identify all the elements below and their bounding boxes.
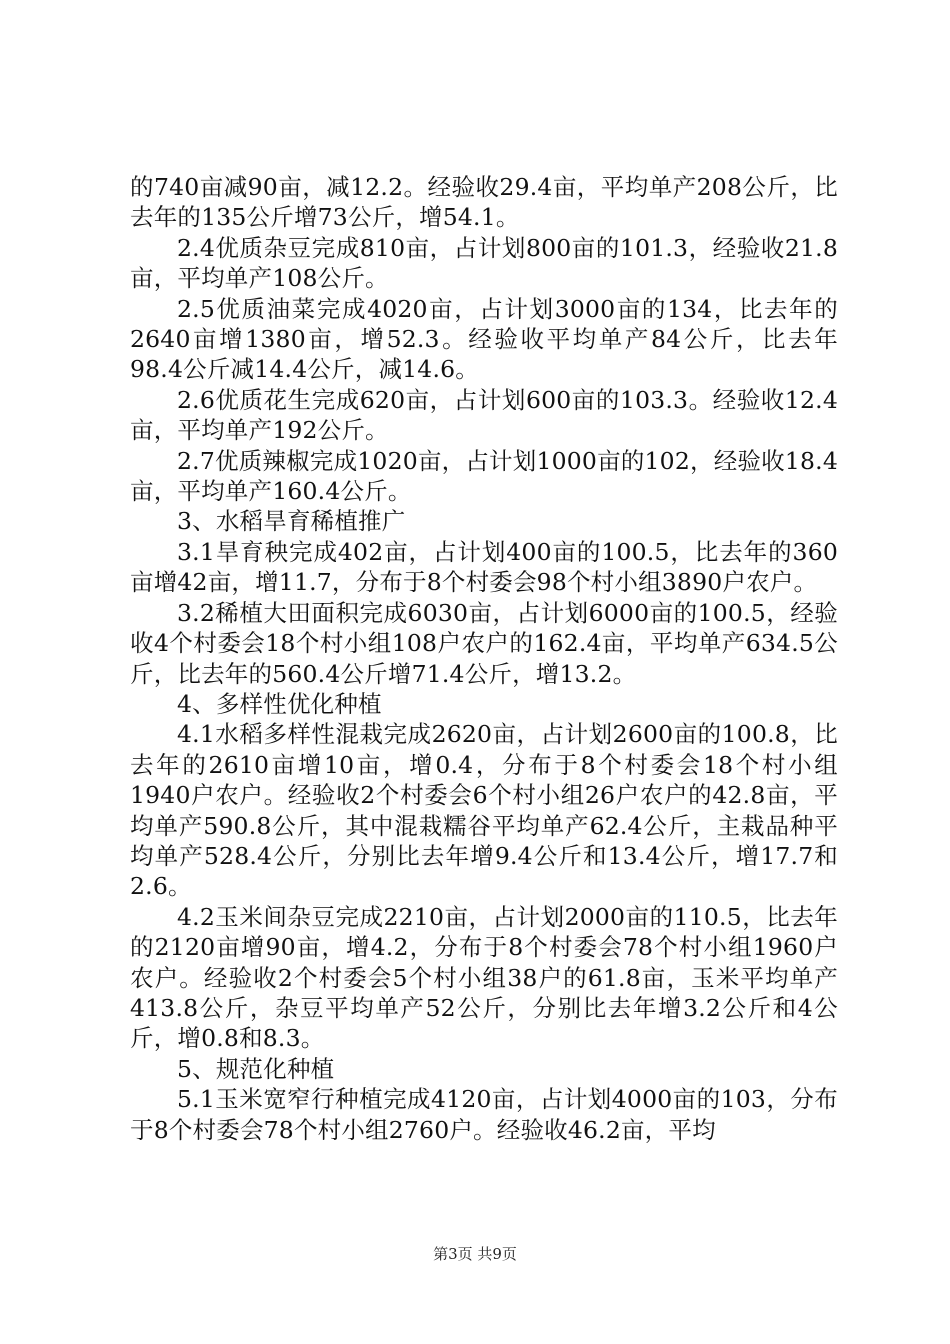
page-number-label: 第3页 共9页: [433, 1245, 517, 1263]
paragraph-2-6: 2.6优质花生完成620亩，占计划600亩的103.3。经验收12.4亩，平均单产192公斤。: [130, 385, 838, 445]
paragraph-continuation: 的740亩减90亩，减12.2。经验收29.4亩，平均单产208公斤，比去年的135公斤增73公斤，增54.1。: [130, 173, 838, 232]
document-body: [130, 172, 838, 1145]
paragraph-3-1: 3.1旱育秧完成402亩，占计划400亩的100.5，比去年的360亩增42亩，增11.7，分布于8个村委会98个村小组3890户农户。: [130, 537, 838, 597]
paragraph-4-2: 4.2玉米间杂豆完成2210亩，占计划2000亩的110.5，比去年的2120亩增90亩，增4.2，分布于8个村委会78个村小组1960户农户。经验收2个村委会5个村小组38户的61.8亩，玉米平均单产413.8公斤，杂豆平均单产52公斤，分别比去年增3.2公斤和4公斤，增0.8和8.3。: [130, 902, 838, 1053]
paragraph-2-7: 2.7优质辣椒完成1020亩，占计划1000亩的102，经验收18.4亩，平均单产160.4公斤。: [130, 446, 838, 506]
paragraph-4-1: 4.1水稻多样性混栽完成2620亩，占计划2600亩的100.8，比去年的2610亩增10亩，增0.4，分布于8个村委会18个村小组1940户农户。经验收2个村委会6个村小组26户农户的42.8亩，平均单产590.8公斤，其中混栽糯谷平均单产62.4公斤，主栽品种平均单产528.4公斤，分别比去年增9.4公斤和13.4公斤，增17.7和2.6。: [130, 720, 838, 901]
section-heading-3: 3、水稻旱育稀植推广: [177, 507, 406, 536]
paragraph-3-2: 3.2稀植大田面积完成6030亩，占计划6000亩的100.5，经验收4个村委会18个村小组108户农户的162.4亩，平均单产634.5公斤，比去年的560.4公斤增71.4公斤，增13.2。: [130, 598, 838, 688]
page-footer: [0, 1243, 950, 1264]
section-heading-5: 5、规范化种植: [177, 1054, 335, 1083]
paragraph-2-5: 2.5优质油菜完成4020亩，占计划3000亩的134，比去年的2640亩增1380亩，增52.3。经验收平均单产84公斤，比去年98.4公斤减14.4公斤，减14.6。: [130, 294, 838, 384]
paragraph-5-1: 5.1玉米宽窄行种植完成4120亩，占计划4000亩的103，分布于8个村委会78个村小组2760户。经验收46.2亩，平均: [130, 1085, 838, 1144]
section-heading-4: 4、多样性优化种植: [177, 689, 382, 718]
paragraph-2-4: 2.4优质杂豆完成810亩，占计划800亩的101.3，经验收21.8亩，平均单产108公斤。: [130, 233, 838, 293]
